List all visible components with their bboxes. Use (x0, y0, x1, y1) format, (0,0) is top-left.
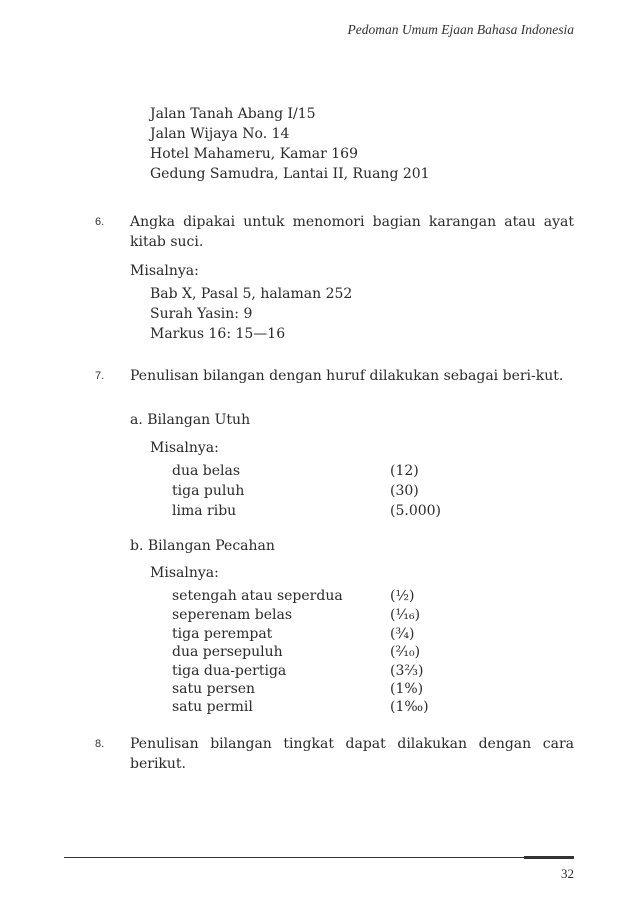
footer-rule (64, 857, 574, 858)
example-line: Jalan Tanah Abang I/15 (150, 106, 316, 122)
misalnya-label: Misalnya: (130, 263, 199, 279)
misalnya-label: Misalnya: (150, 565, 219, 581)
page-number: 32 (561, 866, 574, 881)
misalnya-label: Misalnya: (150, 440, 219, 456)
number-value: (3⅔) (390, 663, 424, 679)
example-line: Gedung Samudra, Lantai II, Ruang 201 (150, 166, 430, 182)
number-word: dua persepuluh (172, 644, 283, 660)
subheading-bilangan-utuh: a. Bilangan Utuh (130, 412, 251, 428)
example-line: Bab X, Pasal 5, halaman 252 (150, 286, 353, 302)
number-value: (1%) (390, 681, 424, 697)
item-number: 7. (95, 370, 105, 382)
number-value: (¹⁄₁₆) (390, 607, 421, 623)
item7-text: Penulisan bilangan dengan huruf dilakukan sebagai beri-kut. (130, 368, 564, 384)
number-word: tiga dua-pertiga (172, 663, 287, 679)
number-value: (¾) (390, 626, 415, 642)
address-examples (150, 104, 430, 184)
item8-text: Penulisan bilangan tingkat dapat dilakukan dengan cara berikut. (130, 736, 574, 772)
footer-rule-accent (524, 856, 574, 859)
number-value: (5.000) (390, 503, 442, 519)
number-value: (½) (390, 588, 415, 604)
number-word: dua belas (172, 463, 241, 479)
example-line: Hotel Mahameru, Kamar 169 (150, 146, 358, 162)
number-value: (²⁄₁₀) (390, 644, 421, 660)
number-word: tiga puluh (172, 483, 245, 499)
running-header: Pedoman Umum Ejaan Bahasa Indonesia (347, 22, 574, 37)
number-word: satu persen (172, 681, 256, 697)
number-word: lima ribu (172, 503, 237, 519)
subheading-bilangan-pecahan: b. Bilangan Pecahan (130, 538, 275, 554)
number-word: tiga perempat (172, 626, 273, 642)
item-number: 6. (95, 216, 105, 228)
example-line: Jalan Wijaya No. 14 (150, 126, 290, 142)
number-word: satu permil (172, 699, 253, 715)
number-word: seperenam belas (172, 607, 293, 623)
number-value: (30) (390, 483, 419, 499)
example-line: Surah Yasin: 9 (150, 306, 253, 322)
item6-examples (150, 284, 352, 344)
item6-text: Angka dipakai untuk menomori bagian karangan atau ayat kitab suci. (130, 214, 574, 250)
example-line: Markus 16: 15—16 (150, 326, 286, 342)
number-value: (1‰) (390, 699, 429, 715)
number-word: setengah atau seperdua (172, 588, 343, 604)
item-number: 8. (95, 738, 105, 750)
number-value: (12) (390, 463, 419, 479)
